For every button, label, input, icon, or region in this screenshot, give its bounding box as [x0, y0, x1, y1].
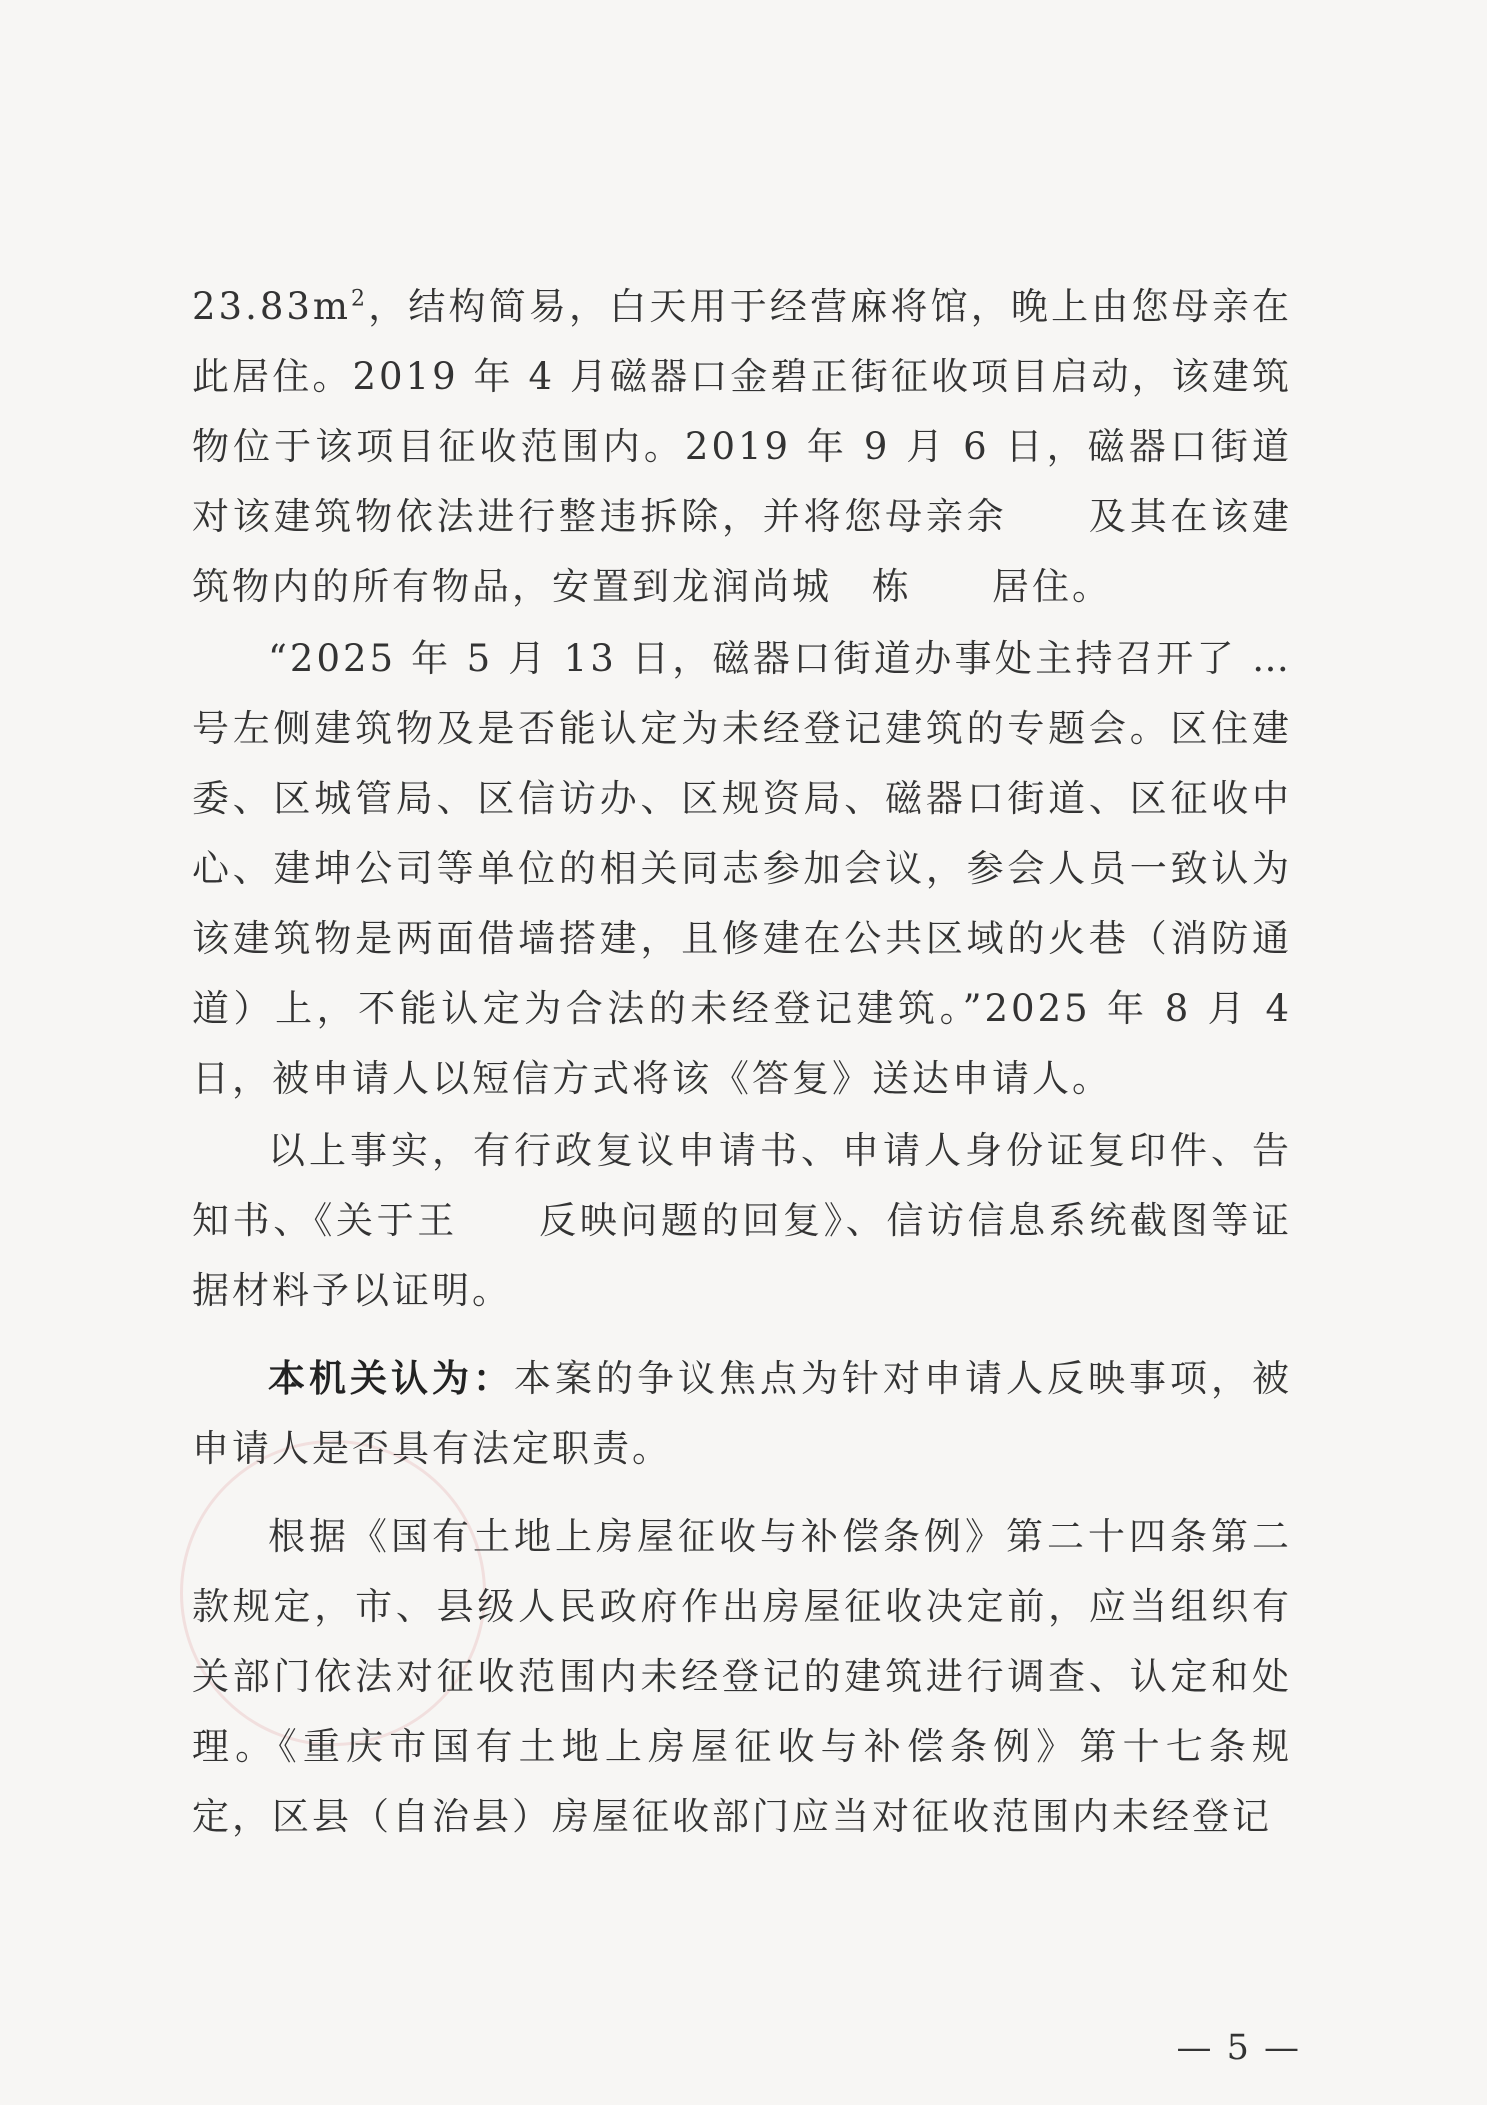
- area-value: 23.83m: [192, 285, 352, 328]
- paragraph-3: 以上事实，有行政复议申请书、申请人身份证复印件、告知书、《关于王 反映问题的回复》、信访信息系统截图等证据材料予以证明。: [192, 1129, 1292, 1312]
- area-superscript: 2: [351, 286, 369, 312]
- page-number: — 5 —: [1176, 2028, 1301, 2068]
- paragraph-2: “2025 年 5 月 13 日，磁器口街道办事处主持召开了 …号左侧建筑物及是否能认定为未经登记建筑的专题会。区住建委、区城管局、区信访办、区规资局、磁器口街道、区征收中心、建坤公司等单位的相关同志参加会议，参会人员一致认为该建筑物是两面借墙搭建，且修建在公共区域的火巷（消防通道）上，不能认定为合法的未经登记建筑。”2025 年 8 月 4 日，被申请人以短信方式将该《答复》送达申请人。: [192, 637, 1292, 1100]
- paragraph-4: [192, 1344, 1292, 1484]
- paragraph-4-lead: 本机关认为：: [268, 1357, 514, 1400]
- paragraph-1: [192, 272, 1292, 622]
- paragraph-1-text: ，结构简易，白天用于经营麻将馆，晚上由您母亲在此居住。2019 年 4 月磁器口金碧正街征收项目启动，该建筑物位于该项目征收范围内。2019 年 9 月 6 日，磁器口街道对该建筑物依法进行整违拆除，并将您母亲余 及其在该建筑物内的所有物品，安置到龙润尚城 栋 居住。: [192, 285, 1292, 608]
- paragraph-4-text: 本案的争议焦点为针对申请人反映事项，被申请人是否具有法定职责。: [192, 1357, 1292, 1470]
- document-body: [192, 272, 1292, 1852]
- paragraph-5: 根据《国有土地上房屋征收与补偿条例》第二十四条第二款规定，市、县级人民政府作出房屋征收决定前，应当组织有关部门依法对征收范围内未经登记的建筑进行调查、认定和处理。《重庆市国有土地上房屋征收与补偿条例》第十七条规定，区县（自治县）房屋征收部门应当对征收范围内未经登记: [192, 1515, 1292, 1838]
